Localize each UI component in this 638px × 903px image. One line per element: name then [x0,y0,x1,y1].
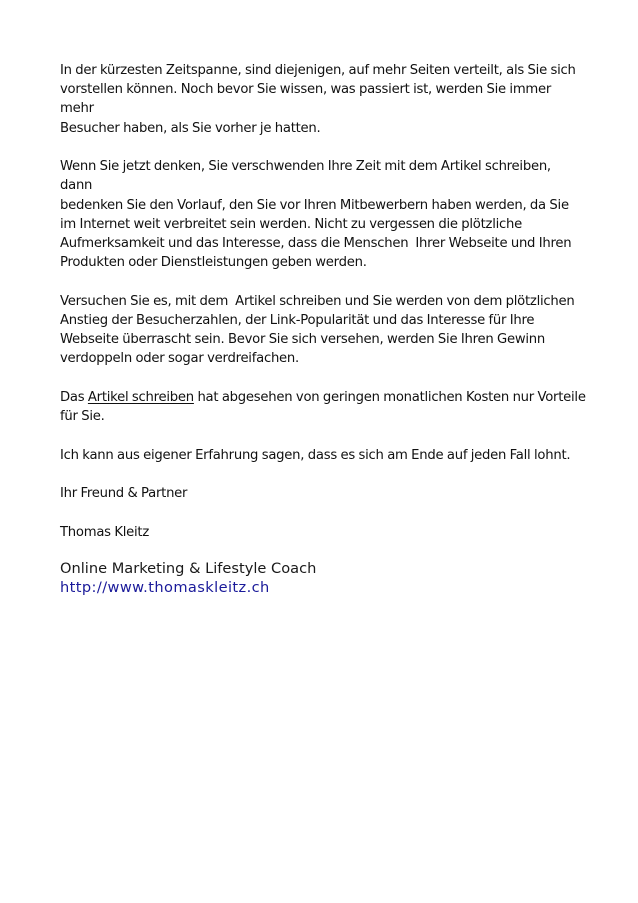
paragraph-3-line-1: Versuchen Sie es, mit dem Artikel schreiben und Sie werden von dem plötzlichen [60,293,575,309]
paragraph-2-line-3: im Internet weit verbreitet sein werden. Nicht zu vergessen die plötzliche [60,216,523,232]
paragraph-2-line-2: bedenken Sie den Vorlauf, den Sie vor Ihren Mitbewerbern haben werden, da Sie [60,197,569,213]
paragraph-spacer [60,138,585,157]
paragraph-4-suffix: hat abgesehen von geringen monatlichen Kosten nur Vorteile [193,390,586,406]
paragraph-2-line-5: Produkten oder Dienstleistungen geben werden. [60,255,367,271]
artikel-schreiben-link[interactable]: Artikel schreiben [87,390,194,406]
closing-line: Ihr Freund & Partner [60,486,188,502]
paragraph-spacer [60,272,585,291]
paragraph-spacer [60,369,585,388]
paragraph-1-line-1: In der kürzesten Zeitspanne, sind diejenigen, auf mehr Seiten verteilt, als Sie sich [60,63,576,78]
paragraph-3-line-3: Webseite überrascht sein. Bevor Sie sich versehen, werden Sie Ihren Gewinn [60,332,546,348]
paragraph-4-line-2: für Sie. [60,409,105,425]
paragraph-2-line-1: Wenn Sie jetzt denken, Sie verschwenden Ihre Zeit mit dem Artikel schreiben, dann [60,159,551,194]
document-body [60,61,585,598]
paragraph-1-line-2: vorstellen können. Noch bevor Sie wissen, was passiert ist, werden Sie immer mehr [60,82,552,117]
paragraph-5: Ich kann aus eigener Erfahrung sagen, dass es sich am Ende auf jeden Fall lohnt. [60,447,571,463]
paragraph-4-prefix: Das [60,390,88,406]
paragraph-spacer [60,504,585,523]
signature-url-link[interactable]: http://www.thomaskleitz.ch [60,579,270,597]
paragraph-2 [60,157,585,272]
paragraph-1-line-3: Besucher haben, als Sie vorher je hatten. [60,120,321,136]
paragraph-spacer [60,426,585,445]
paragraph-spacer [60,465,585,484]
author-name: Thomas Kleitz [60,525,150,540]
paragraph-4-line-1 [60,388,585,407]
paragraph-4 [60,388,585,426]
paragraph-1 [60,61,585,138]
signature-title: Online Marketing & Lifestyle Coach [60,560,317,578]
paragraph-3 [60,292,585,369]
paragraph-2-line-4: Aufmerksamkeit und das Interesse, dass die Menschen Ihrer Webseite und Ihren [60,236,572,252]
paragraph-3-line-2: Anstieg der Besucherzahlen, der Link-Popularität und das Interesse für Ihre [60,313,535,329]
paragraph-spacer [60,542,585,559]
paragraph-3-line-4: verdoppeln oder sogar verdreifachen. [60,351,299,367]
